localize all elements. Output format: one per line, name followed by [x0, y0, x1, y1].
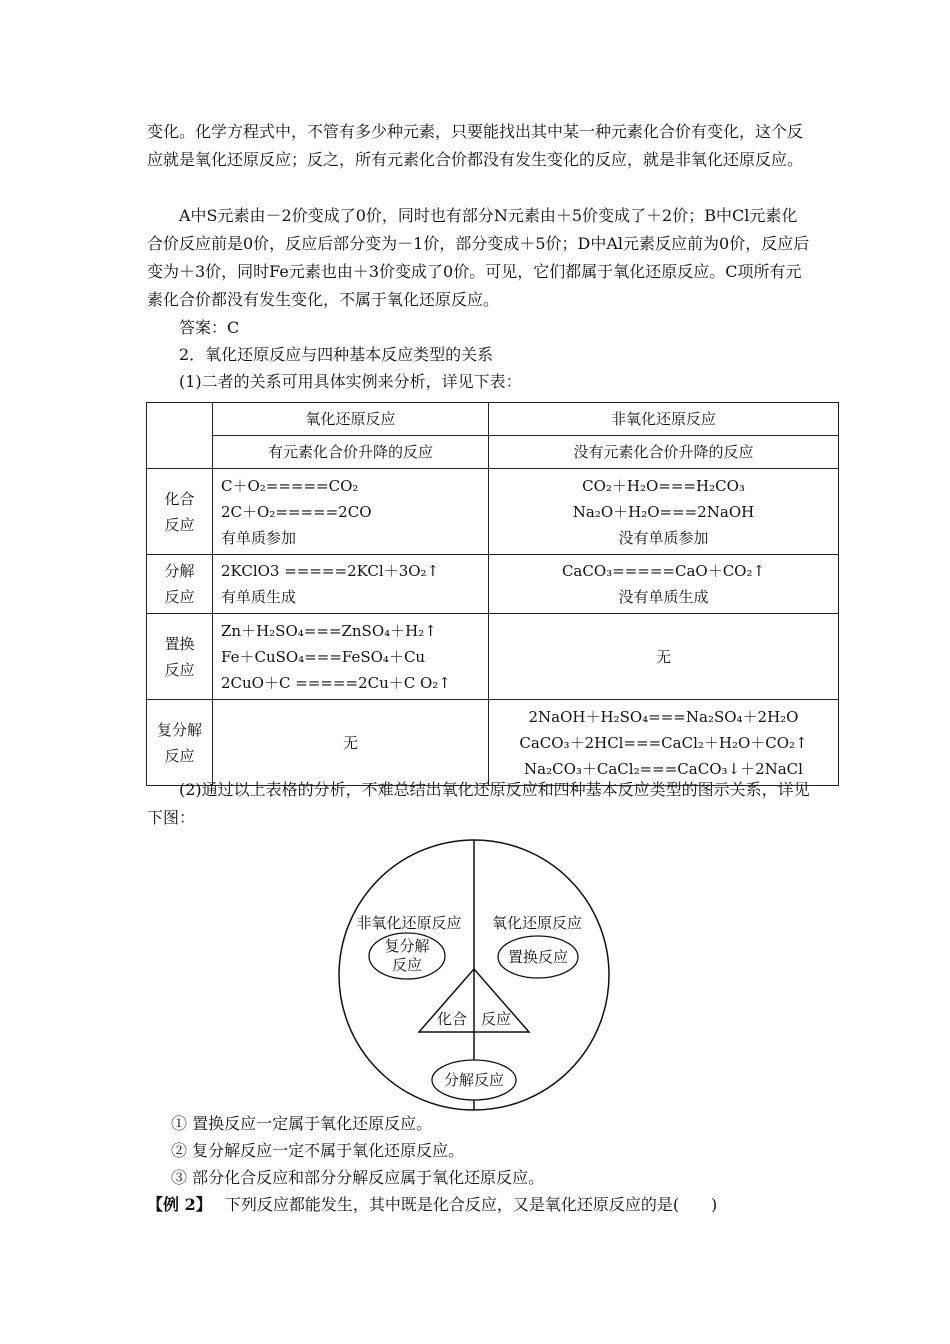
nonredox-cell: CO₂＋H₂O===H₂CO₃ Na₂O＋H₂O===2NaOH 没有单质参加 [489, 469, 839, 555]
header-redox: 氧化还原反应 [213, 403, 489, 436]
subsection-2: (2)通过以上表格的分析，不难总结出氧化还原反应和四种基本反应类型的图示关系，详见下图： [147, 780, 810, 827]
redox-cell: C＋O₂=====CO₂ 2C＋O₂=====2CO 有单质参加 [213, 469, 489, 555]
nonredox-cell: 无 [489, 614, 839, 700]
reaction-relation-diagram [337, 834, 612, 1116]
decomposition-label: 分解反应 [443, 1071, 505, 1089]
double-decomposition-label-2: 反应 [391, 956, 423, 974]
subheader-nonredox: 没有元素化合价升降的反应 [489, 436, 839, 469]
example-tag: 【例 2】 [147, 1195, 212, 1214]
subsection-1: (1)二者的关系可用具体实例来分析，详见下表： [179, 372, 522, 391]
header-nonredox: 非氧化还原反应 [489, 403, 839, 436]
intro-paragraph-1: 变化。化学方程式中，不管有多少种元素，只要能找出其中某一种元素化合价有变化，这个反应就是氧化还原反应；反之，所有元素化合价都没有发生变化的反应，就是非氧化还原反应。 [147, 122, 804, 169]
row-type-cell: 分解 反应 [147, 555, 213, 614]
intro-paragraph-2: A中S元素由－2价变成了0价，同时也有部分N元素由＋5价变成了＋2价；B中Cl元素化合价反应前是0价，反应后部分变为－1价，部分变成＋5价；D中Al元素反应前为0价，反应后变为＋3价，同时Fe元素也由＋3价变成了0价。可见，它们都属于氧化还原反应。C项所有元素化合价都没有发生变化，不属于氧化还原反应。 [147, 206, 810, 309]
section-title: 2．氧化还原反应与四种基本反应类型的关系 [179, 345, 494, 364]
combination-label-left: 化合 [436, 1010, 468, 1028]
row-type-cell: 复分解 反应 [147, 700, 213, 786]
reaction-type-table [146, 402, 839, 786]
label-redox: 氧化还原反应 [491, 914, 583, 932]
example-text: 下列反应都能发生，其中既是化合反应，又是氧化还原反应的是( ) [224, 1195, 718, 1214]
replacement-label: 置换反应 [507, 948, 569, 966]
table-row [147, 555, 839, 614]
nonredox-cell: 2NaOH＋H₂SO₄===Na₂SO₄＋2H₂O CaCO₃＋2HCl===CaCl₂＋H₂O＋CO₂↑ Na₂CO₃＋CaCl₂===CaCO₃↓＋2NaCl [489, 700, 839, 786]
note-3: ③ 部分化合反应和部分分解反应属于氧化还原反应。 [171, 1168, 545, 1187]
table-corner [147, 403, 213, 469]
double-decomposition-label-1: 复分解 [384, 937, 430, 955]
redox-cell: 2KClO3 =====2KCl＋3O₂↑ 有单质生成 [213, 555, 489, 614]
row-type-cell: 化合 反应 [147, 469, 213, 555]
label-nonredox: 非氧化还原反应 [356, 914, 462, 932]
subheader-redox: 有元素化合价升降的反应 [213, 436, 489, 469]
table-row [147, 614, 839, 700]
note-2: ② 复分解反应一定不属于氧化还原反应。 [171, 1141, 465, 1160]
table-row [147, 700, 839, 786]
nonredox-cell: CaCO₃=====CaO＋CO₂↑ 没有单质生成 [489, 555, 839, 614]
answer-line: 答案：C [179, 318, 240, 337]
row-type-cell: 置换 反应 [147, 614, 213, 700]
redox-cell: Zn＋H₂SO₄===ZnSO₄＋H₂↑ Fe＋CuSO₄===FeSO₄＋Cu 2CuO＋C =====2Cu＋C O₂↑ [213, 614, 489, 700]
table-row [147, 469, 839, 555]
combination-label-right: 反应 [480, 1010, 512, 1028]
example-question [147, 1193, 717, 1217]
redox-cell: 无 [213, 700, 489, 786]
note-1: ① 置换反应一定属于氧化还原反应。 [171, 1114, 433, 1133]
